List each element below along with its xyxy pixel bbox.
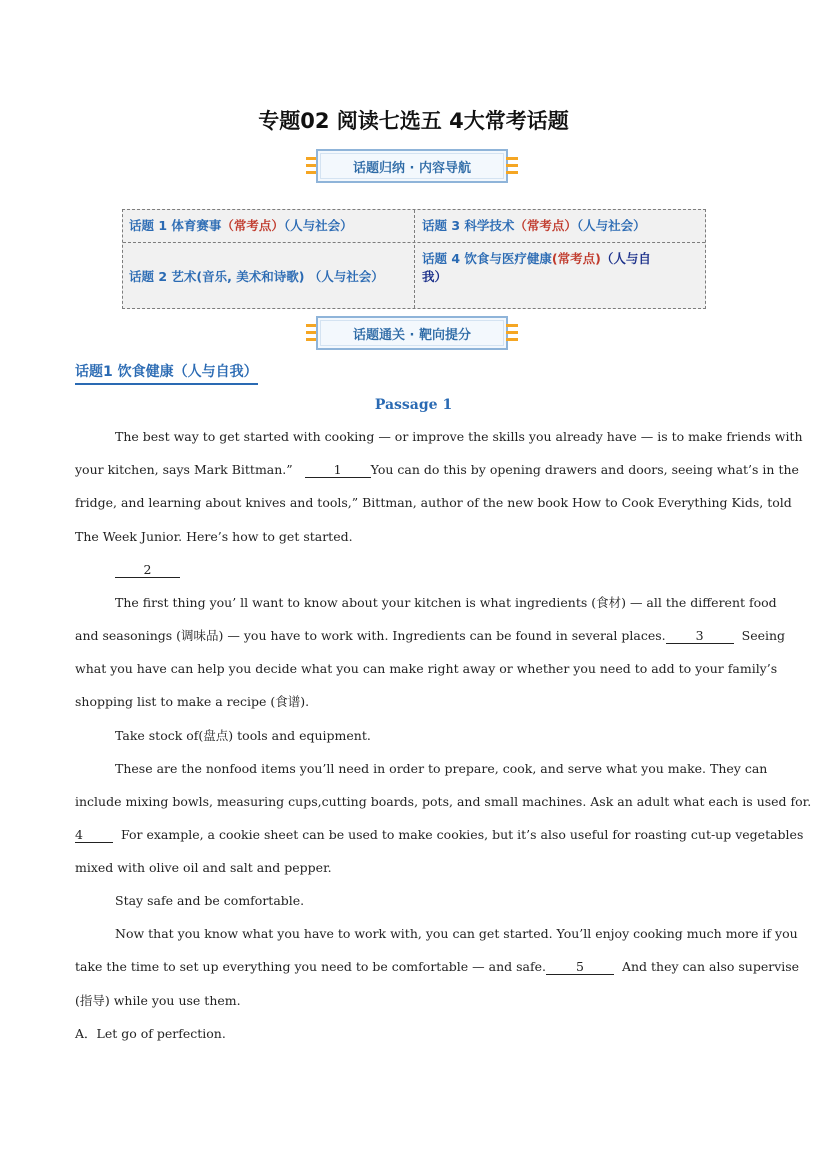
text-span: And they can also supervise bbox=[621, 959, 800, 974]
text-line: mixed with olive oil and salt and pepper. bbox=[75, 860, 332, 875]
topic-3-theme: （人与社会） bbox=[576, 218, 646, 233]
text-line: what you have can help you decide what you can make right away or whether you need to add to your family’s bbox=[75, 661, 778, 676]
topic-cell-2 bbox=[129, 268, 384, 286]
text-line bbox=[115, 560, 792, 580]
page-title: 专题02 阅读七选五 4大常考话题 bbox=[258, 109, 569, 133]
topic-1-label: 话题 1 体育赛事 bbox=[129, 218, 222, 233]
banner-topic-overview bbox=[306, 149, 518, 183]
text-span: take the time to set up everything you need to be comfortable — and safe. bbox=[75, 959, 546, 974]
option-a: A．Let go of perfection. bbox=[75, 1026, 226, 1041]
text-line: The first thing you’ ll want to know about your kitchen is what ingredients (食材) — all the different food bbox=[115, 595, 777, 610]
text-line: These are the nonfood items you’ll need in order to prepare, cook, and serve what you make. They can bbox=[115, 761, 768, 776]
text-span: You can do this by opening drawers and doors, seeing what’s in the bbox=[370, 462, 799, 477]
text-line: fridge, and learning about knives and tools,” Bittman, author of the new book How to Cook Everything Kids, told bbox=[75, 495, 792, 510]
text-line: The Week Junior. Here’s how to get started. bbox=[75, 529, 353, 544]
topic-cell-3 bbox=[422, 217, 646, 235]
blank-1[interactable]: 1 bbox=[305, 462, 371, 478]
passage-title: Passage 1 bbox=[374, 397, 453, 413]
blank-4[interactable]: 4 bbox=[75, 827, 113, 843]
topics-table bbox=[122, 209, 706, 309]
blank-2[interactable]: 2 bbox=[115, 562, 180, 578]
text-span: Seeing bbox=[741, 628, 786, 643]
text-line bbox=[75, 626, 786, 646]
topic-cell-1 bbox=[129, 217, 353, 235]
text-span: For example, a cookie sheet can be used to make cookies, but it’s also useful for roasting cut-up vegetables bbox=[120, 827, 804, 842]
topic-3-label: 话题 3 科学技术 bbox=[422, 218, 515, 233]
topic-1-hot: （常考点） bbox=[221, 218, 284, 233]
subheading: Take stock of(盘点) tools and equipment. bbox=[115, 728, 371, 743]
text-line bbox=[75, 460, 799, 480]
text-line: include mixing bowls, measuring cups,cutting boards, pots, and small machines. Ask an adult what each is used for. bbox=[75, 794, 812, 809]
topic-4-theme: （人与自 bbox=[600, 251, 651, 266]
topic-cell-4 bbox=[422, 250, 704, 286]
topic-3-hot: （常考点） bbox=[514, 218, 577, 233]
topic-4-theme-cont: 我） bbox=[422, 269, 448, 284]
text-line: The best way to get started with cooking — or improve the skills you already have — is to make friends with bbox=[115, 429, 803, 444]
text-line bbox=[75, 957, 800, 977]
text-line: Now that you know what you have to work with, you can get started. You’ll enjoy cooking much more if you bbox=[115, 926, 798, 941]
banner-right-ornament bbox=[506, 157, 518, 175]
table-divider-vertical bbox=[414, 210, 415, 308]
text-line: (指导) while you use them. bbox=[75, 993, 241, 1008]
text-span: and seasonings (调味品) — you have to work with. Ingredients can be found in several places. bbox=[75, 628, 666, 643]
table-divider-horizontal bbox=[123, 242, 705, 243]
topic-1-theme: （人与社会） bbox=[283, 218, 353, 233]
banner-label: 话题归纳 · 内容导航 bbox=[316, 149, 508, 183]
topic-2-label: 话题 2 艺术(音乐, 美术和诗歌) （人与社会） bbox=[129, 269, 384, 284]
text-span: your kitchen, says Mark Bittman.” bbox=[75, 462, 293, 477]
banner-right-ornament bbox=[506, 324, 518, 342]
blank-3[interactable]: 3 bbox=[666, 628, 734, 644]
blank-5[interactable]: 5 bbox=[546, 959, 614, 975]
topic-4-label: 话题 4 饮食与医疗健康 bbox=[422, 251, 552, 266]
text-line: shopping list to make a recipe (食谱). bbox=[75, 694, 310, 709]
banner-label: 话题通关 · 靶向提分 bbox=[316, 316, 508, 350]
subheading: Stay safe and be comfortable. bbox=[115, 893, 305, 908]
text-line bbox=[75, 825, 804, 845]
section-heading: 话题1 饮食健康（人与自我） bbox=[75, 361, 258, 385]
banner-practice bbox=[306, 316, 518, 350]
topic-4-hot: (常考点) bbox=[551, 251, 601, 266]
